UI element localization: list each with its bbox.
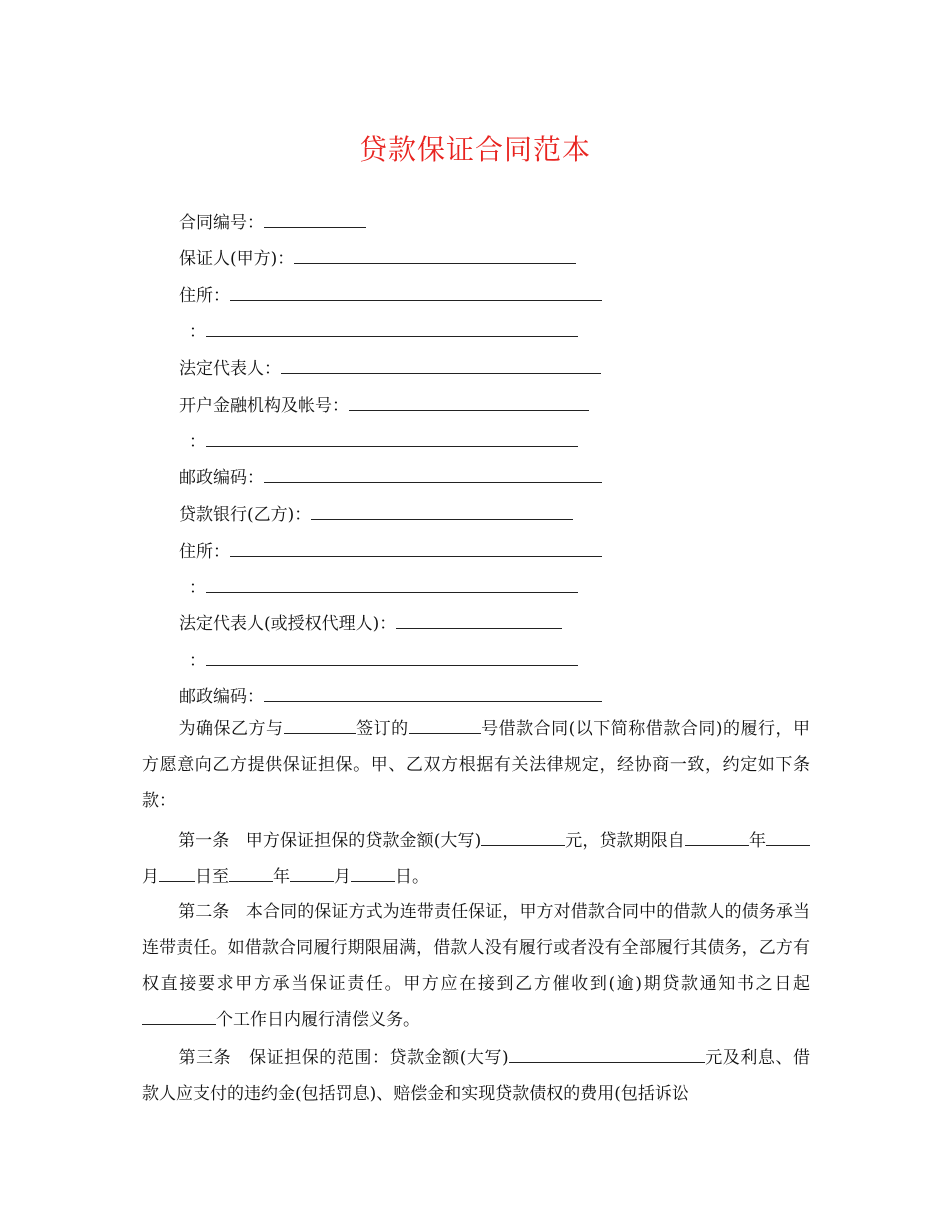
- lender-address-field: [179, 539, 602, 563]
- fill-blank: [685, 829, 749, 846]
- field-label: 开户金融机构及帐号：: [179, 396, 349, 416]
- fill-blank: [311, 502, 573, 520]
- fill-blank: [142, 1008, 216, 1025]
- lender-postcode-field: [179, 684, 602, 708]
- guarantor-legal-rep-field: [179, 356, 601, 380]
- fill-blank: [229, 865, 273, 882]
- guarantor-extra-field: [189, 319, 578, 343]
- bank-account-extra-field: [189, 429, 578, 453]
- field-label: 合同编号：: [179, 213, 264, 233]
- fill-blank: [264, 465, 602, 483]
- guarantor-field: [179, 246, 576, 270]
- fill-blank: [230, 539, 602, 557]
- guarantor-postcode-field: [179, 465, 602, 489]
- article-text: 元及利息、借款人应支付的违约金(包括罚息)、赔偿金和实现贷款债权的费用(包括诉讼: [142, 1048, 810, 1104]
- article-heading: 第三条: [178, 1048, 232, 1068]
- lender-rep-extra-field: [189, 648, 578, 672]
- article-text: 元，贷款期限自: [565, 831, 685, 851]
- fill-blank: [766, 829, 810, 846]
- fill-blank: [206, 575, 578, 593]
- article-heading: 第一条: [178, 831, 230, 851]
- article-2: [142, 894, 810, 1038]
- field-label: 法定代表人(或授权代理人)：: [179, 614, 397, 634]
- lender-legal-rep-field: [179, 611, 562, 635]
- fill-blank: [481, 829, 565, 846]
- article-text: 月: [142, 867, 159, 887]
- lender-bank-field: [179, 502, 573, 526]
- preamble-paragraph: [142, 711, 810, 819]
- article-text: 年: [273, 867, 290, 887]
- article-text: 月: [334, 867, 351, 887]
- field-label: ：: [189, 432, 206, 452]
- field-label: 住所：: [179, 286, 230, 306]
- fill-blank: [159, 865, 195, 882]
- field-label: ：: [189, 322, 206, 342]
- fill-blank: [264, 210, 366, 228]
- fill-blank: [281, 356, 601, 374]
- guarantor-address-field: [179, 283, 602, 307]
- fill-blank: [409, 717, 481, 734]
- preamble-text: 为确保乙方与: [178, 719, 284, 739]
- field-label: 贷款银行(乙方)：: [179, 505, 312, 525]
- article-text: 年: [748, 831, 767, 851]
- fill-blank: [396, 611, 562, 629]
- fill-blank: [509, 1046, 705, 1063]
- lender-extra-field: [189, 575, 578, 599]
- bank-account-field: [179, 393, 589, 417]
- article-1: [142, 823, 810, 895]
- article-3: [142, 1040, 810, 1112]
- preamble-text: 号借款合同(以下简称借款合同)的履行，甲方愿意向乙方提供保证担保。甲、乙双方根据有关法律规定，经协商一致，约定如下条款：: [142, 719, 811, 811]
- field-label: ：: [189, 651, 206, 671]
- article-text: 本合同的保证方式为连带责任保证，甲方对借款合同中的借款人的债务承当连带责任。如借款合同履行期限届满，借款人没有履行或者没有全部履行其债务，乙方有权直接要求甲方承当保证责任。甲方应在接到乙方催收到(逾)期贷款通知书之日起: [142, 902, 811, 994]
- field-label: 法定代表人：: [179, 359, 281, 379]
- fill-blank: [206, 429, 578, 447]
- fill-blank: [351, 865, 395, 882]
- article-text: 个工作日内履行清偿义务。: [216, 1010, 420, 1030]
- fill-blank: [206, 648, 578, 666]
- field-label: 保证人(甲方)：: [179, 249, 295, 269]
- field-label: 住所：: [179, 542, 230, 562]
- article-heading: 第二条: [178, 902, 230, 922]
- field-label: 邮政编码：: [179, 468, 264, 488]
- fill-blank: [230, 283, 602, 301]
- article-text: 日。: [395, 867, 429, 887]
- contract-number-field: [179, 210, 366, 234]
- article-text: 保证担保的范围：贷款金额(大写): [249, 1048, 509, 1068]
- document-title: 贷款保证合同范本: [358, 133, 591, 166]
- fill-blank: [264, 684, 602, 702]
- preamble-text: 签订的: [355, 719, 409, 739]
- fill-blank: [290, 865, 334, 882]
- fill-blank: [349, 393, 589, 411]
- field-label: 邮政编码：: [179, 687, 264, 707]
- fill-blank: [284, 717, 356, 734]
- fill-blank: [206, 319, 578, 337]
- article-text: 甲方保证担保的贷款金额(大写): [245, 831, 482, 851]
- article-text: 日至: [195, 867, 229, 887]
- fill-blank: [294, 246, 576, 264]
- field-label: ：: [189, 578, 206, 598]
